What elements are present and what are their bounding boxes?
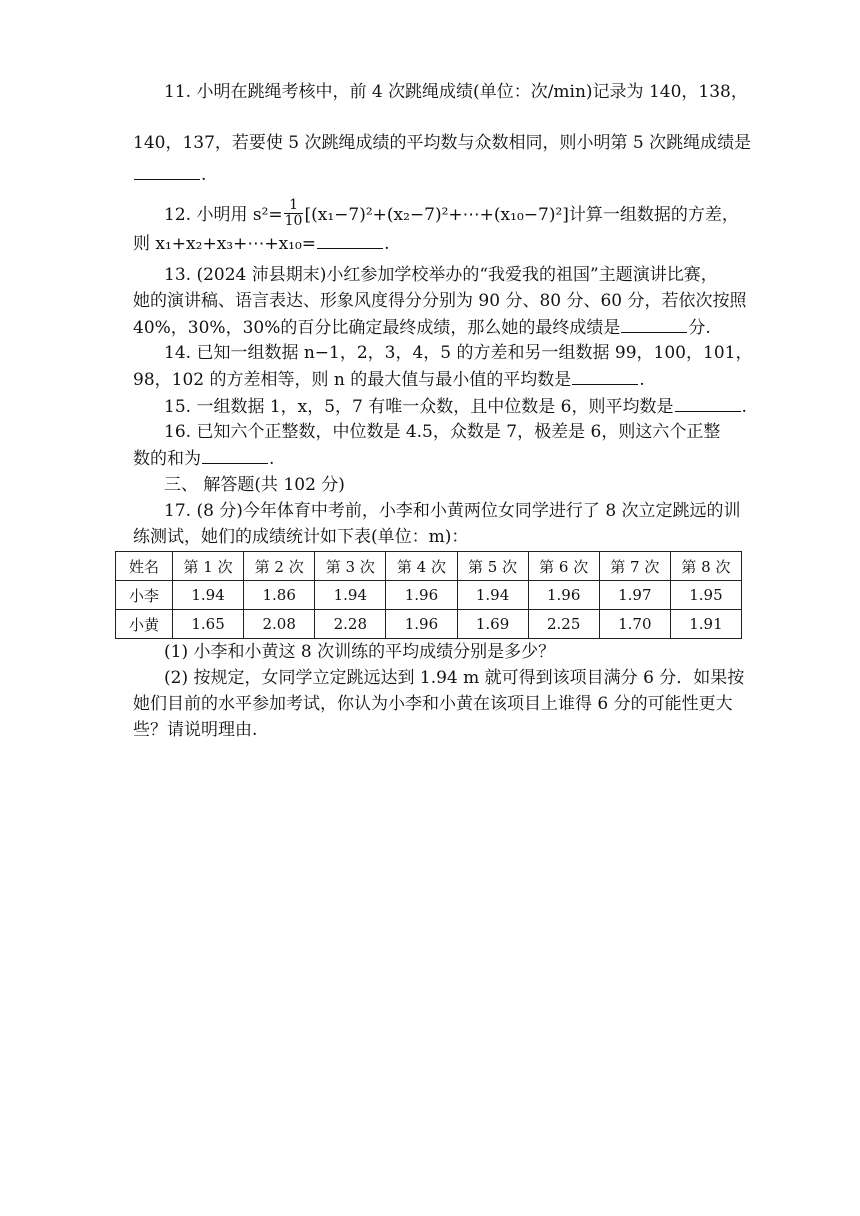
table-row bbox=[116, 581, 742, 610]
table-header-cell: 第 8 次 bbox=[670, 552, 741, 581]
q12-lead: 12. 小明用 s²= bbox=[164, 205, 283, 225]
table-header-cell: 第 3 次 bbox=[315, 552, 386, 581]
scores-table bbox=[115, 551, 742, 639]
q12-line-1 bbox=[164, 197, 739, 231]
table-cell: 1.69 bbox=[457, 610, 528, 639]
q16-line-1: 16. 已知六个正整数，中位数是 4.5，众数是 7，极差是 6，则这六个正整 bbox=[164, 422, 721, 442]
q15-text: 15. 一组数据 1，x，5，7 有唯一众数，且中位数是 6，则平均数是 bbox=[164, 397, 674, 417]
q13-line-2: 她的演讲稿、语言表达、形象风度得分分别为 90 分、80 分、60 分，若依次按照 bbox=[133, 291, 747, 311]
table-cell: 1.91 bbox=[670, 610, 741, 639]
q17-part-2-line-1: (2) 按规定，女同学立定跳远达到 1.94 m 就可得到该项目满分 6 分．如果按 bbox=[164, 668, 745, 688]
q11-line-3 bbox=[133, 162, 206, 187]
answer-blank bbox=[621, 315, 687, 333]
table-header-cell: 第 4 次 bbox=[386, 552, 457, 581]
q17-part-2-line-2: 她们目前的水平参加考试，你认为小李和小黄在该项目上谁得 6 分的可能性更大 bbox=[133, 694, 733, 714]
table-cell: 1.94 bbox=[173, 581, 244, 610]
q14-period: . bbox=[639, 370, 645, 390]
q12-line2-text: 则 x₁+x₂+x₃+⋯+x₁₀= bbox=[133, 234, 317, 254]
table-row bbox=[116, 610, 742, 639]
q14-line-2 bbox=[133, 367, 645, 392]
table-header-row bbox=[116, 552, 742, 581]
q15-period: . bbox=[741, 397, 747, 417]
q12-fraction bbox=[284, 198, 304, 229]
q14-line2-text: 98，102 的方差相等，则 n 的最大值与最小值的平均数是 bbox=[133, 370, 572, 390]
q17-part-1: (1) 小李和小黄这 8 次训练的平均成绩分别是多少？ bbox=[164, 642, 556, 662]
table-header-cell: 第 1 次 bbox=[173, 552, 244, 581]
answer-blank bbox=[317, 231, 383, 249]
q11-line-2: 140，137，若要使 5 次跳绳成绩的平均数与众数相同，则小明第 5 次跳绳成绩是 bbox=[133, 133, 752, 153]
q16-line-2 bbox=[133, 446, 274, 471]
answer-blank bbox=[572, 367, 638, 385]
q13-line-3 bbox=[133, 315, 711, 340]
table-cell: 1.94 bbox=[457, 581, 528, 610]
section-heading: 三、 解答题(共 102 分) bbox=[164, 475, 345, 495]
table-cell: 1.70 bbox=[599, 610, 670, 639]
table-cell: 1.96 bbox=[386, 581, 457, 610]
fraction-numerator: 1 bbox=[284, 198, 304, 214]
table-cell: 1.86 bbox=[244, 581, 315, 610]
q17-part-2-line-3: 些？请说明理由. bbox=[133, 720, 258, 740]
table-cell: 1.94 bbox=[315, 581, 386, 610]
q11-period: . bbox=[201, 165, 207, 185]
table-cell: 小黄 bbox=[116, 610, 173, 639]
table-cell: 1.96 bbox=[386, 610, 457, 639]
table-cell: 2.08 bbox=[244, 610, 315, 639]
answer-blank bbox=[134, 162, 200, 180]
q13-suffix: 分. bbox=[688, 318, 711, 338]
table-header-cell: 第 5 次 bbox=[457, 552, 528, 581]
answer-blank bbox=[202, 446, 268, 464]
table-cell: 1.95 bbox=[670, 581, 741, 610]
table-cell: 1.65 bbox=[173, 610, 244, 639]
q12-line-2 bbox=[133, 231, 389, 256]
answer-blank bbox=[675, 394, 741, 412]
q12-period: . bbox=[384, 234, 390, 254]
fraction-denominator: 10 bbox=[284, 213, 303, 229]
table-cell: 小李 bbox=[116, 581, 173, 610]
table-cell: 2.28 bbox=[315, 610, 386, 639]
table-cell: 2.25 bbox=[528, 610, 599, 639]
q15-line-1 bbox=[164, 394, 747, 419]
q13-line-1: 13. (2024 沛县期末)小红参加学校举办的“我爱我的祖国”主题演讲比赛， bbox=[164, 265, 718, 285]
q17-line-2: 练测试，她们的成绩统计如下表(单位：m)： bbox=[133, 527, 469, 547]
table-header-cell: 第 6 次 bbox=[528, 552, 599, 581]
table-header-cell: 第 7 次 bbox=[599, 552, 670, 581]
q11-line-1: 11. 小明在跳绳考核中，前 4 次跳绳成绩(单位：次/min)记录为 140，138， bbox=[164, 82, 748, 102]
q14-line-1: 14. 已知一组数据 n−1，2，3，4，5 的方差和另一组数据 99，100，101， bbox=[164, 343, 753, 363]
table-header-cell: 姓名 bbox=[116, 552, 173, 581]
q16-period: . bbox=[269, 449, 275, 469]
table-cell: 1.96 bbox=[528, 581, 599, 610]
q13-line3-text: 40%，30%，30%的百分比确定最终成绩，那么她的最终成绩是 bbox=[133, 318, 621, 338]
q16-line2-text: 数的和为 bbox=[133, 449, 201, 469]
table-cell: 1.97 bbox=[599, 581, 670, 610]
q12-formula: [(x₁−7)²+(x₂−7)²+⋯+(x₁₀−7)²]计算一组数据的方差， bbox=[304, 205, 739, 225]
q17-line-1: 17. (8 分)今年体育中考前，小李和小黄两位女同学进行了 8 次立定跳远的训 bbox=[164, 501, 741, 521]
table-header-cell: 第 2 次 bbox=[244, 552, 315, 581]
